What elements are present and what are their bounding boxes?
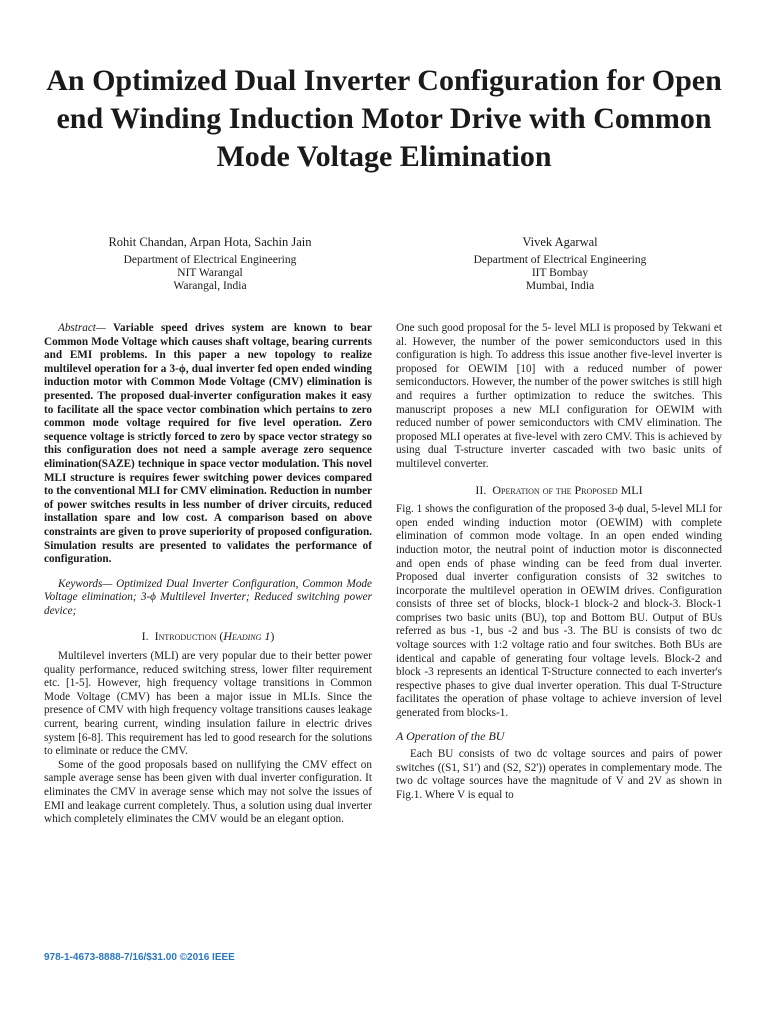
section-number: I. — [141, 629, 149, 644]
author-block-right — [420, 236, 700, 293]
abstract-text: Variable speed drives system are known to bear Common Mode Voltage which causes shaft voltage, bearing currents and EMI problems. In this paper a new topology to realize multilevel operation for a 3-ϕ, dual inverter fed open ended winding induction motor with Common Mode Voltage (CMV) elimination is presented. The proposed dual-inverter configuration makes it easy to facilitate all the space vector combination which pertains to zero common mode voltage required for five level operation. Zero sequence voltage is strictly forced to zero by space vector strategy so this configuration does not need a sample average zero sequence elimination(SAZE) technique in space vector modulation. This novel MLI structure is requires fewer switching power devices compared to the conventional MLI for CMV elimination. Reduction in number of power switches results in less number of driver circuits, reduced installation spare and low cost. A comparison based on above constraints are given to prove superiority of proposed configuration. Simulation results are presented to validates the performance of configuration. — [44, 322, 372, 566]
abstract — [44, 322, 372, 567]
author-block-left — [70, 236, 350, 293]
paragraph: Some of the good proposals based on nullifying the CMV effect on sample average sense has been given with dual inverter configuration. It eliminates the CMV in average sense which may not solve the issues of EMI and leakage current completely. Thus, a solution using dual inverter which completely eliminates the CMV would be an elegant option. — [44, 758, 372, 826]
left-column — [44, 322, 372, 827]
abstract-label: Abstract— — [58, 322, 106, 334]
author-location: Mumbai, India — [525, 280, 595, 292]
author-department: Department of Electrical Engineering — [473, 254, 647, 266]
author-names: Rohit Chandan, Arpan Hota, Sachin Jain — [108, 235, 312, 249]
section-number: II. — [475, 482, 487, 497]
section-heading-operation — [396, 484, 722, 498]
paragraph: One such good proposal for the 5- level MLI is proposed by Tekwani et al. However, the number of the power semiconductors used in this configuration is high. To address this issue another five-level inverter is proposed for OEWIM [10] with a reduced number of power semiconductors. However, the number of the power switches is still high and requires a further optimization to reduce the switches. This manuscript proposes a new MLI configuration for OEWIM with reduced number of power semiconductors with CMV elimination. The proposed MLI operates at five-level with zero CMV. This is achieved by using dual T-structure inverter cascaded with two basic units of multilevel converter. — [396, 322, 722, 470]
section-title-close: ) — [270, 629, 275, 644]
keywords: Keywords— Optimized Dual Inverter Configuration, Common Mode Voltage elimination; 3-ϕ Multilevel Inverter; Reduced switching power device; — [44, 577, 372, 617]
copyright-footer: 978-1-4673-8888-7/16/$31.00 ©2016 IEEE — [44, 952, 235, 963]
paragraph: Multilevel inverters (MLI) are very popular due to their better power quality performance, reduced switching stress, lower filter requirement etc. [1-5]. However, high frequency voltage transitions in Common Mode Voltage (CMV) has been a major issue in MLIs. Since the presence of CMV with high frequency voltage transitions causes leakage current, bearing current, winding insulation failure in electric drives system [6-8]. This requirement has led to good research for the solutions to eliminate or reduce the CMV. — [44, 650, 372, 758]
section-heading-introduction — [44, 630, 372, 644]
author-names: Vivek Agarwal — [522, 235, 598, 249]
author-location: Warangal, India — [173, 280, 247, 292]
subsection-heading: A Operation of the BU — [396, 728, 505, 743]
author-organization: IIT Bombay — [531, 267, 589, 279]
paragraph: Fig. 1 shows the configuration of the proposed 3-ϕ dual, 5-level MLI for open ended winding induction motor (OEWIM) with complete elimination of common mode voltage. In an open ended winding induction motor, the neutral point of induction motor is disconnected and open ends of phase winding can be feed from dual inverter. Proposed dual inverter configuration consists of 32 switches to incorporate the multilevel operation in OEWIM drives. Configuration consists of three set of blocks, block-1 block-2 and block-3. Block-1 comprises two basic units (BU), top and Bottom BU. Output of BUs referred as bus -1, bus -2 and bus -3. The BU is consists of two dc voltage sources with 1:2 voltage ratio and four switches. Both BUs are identical and capable of generating four voltage levels. Block-2 and block -3 represents an identical T-Structure connected to each inverter's respective phases to give dual inverter operation. This dual T-Structure facilitates the operation of phase voltage to achieve inversion of level generated from blocks-1. — [396, 503, 722, 720]
author-department: Department of Electrical Engineering — [123, 254, 297, 266]
section-title-italic: Heading 1 — [223, 629, 271, 644]
section-title: Operation of the Proposed MLI — [492, 482, 643, 497]
section-title: Introduction ( — [154, 629, 224, 644]
right-column — [396, 322, 722, 803]
paper-title: An Optimized Dual Inverter Configuration for Open end Winding Induction Motor Drive with Common Mode Voltage Elimination — [46, 64, 722, 173]
paragraph: Each BU consists of two dc voltage sources and pairs of power switches ((S1, S1') and (S2, S2')) operates in complementary mode. The two dc voltage sources have the magnitude of V and 2V as shown in Fig.1. Where V is equal to — [396, 748, 722, 801]
author-organization: NIT Warangal — [177, 267, 243, 279]
